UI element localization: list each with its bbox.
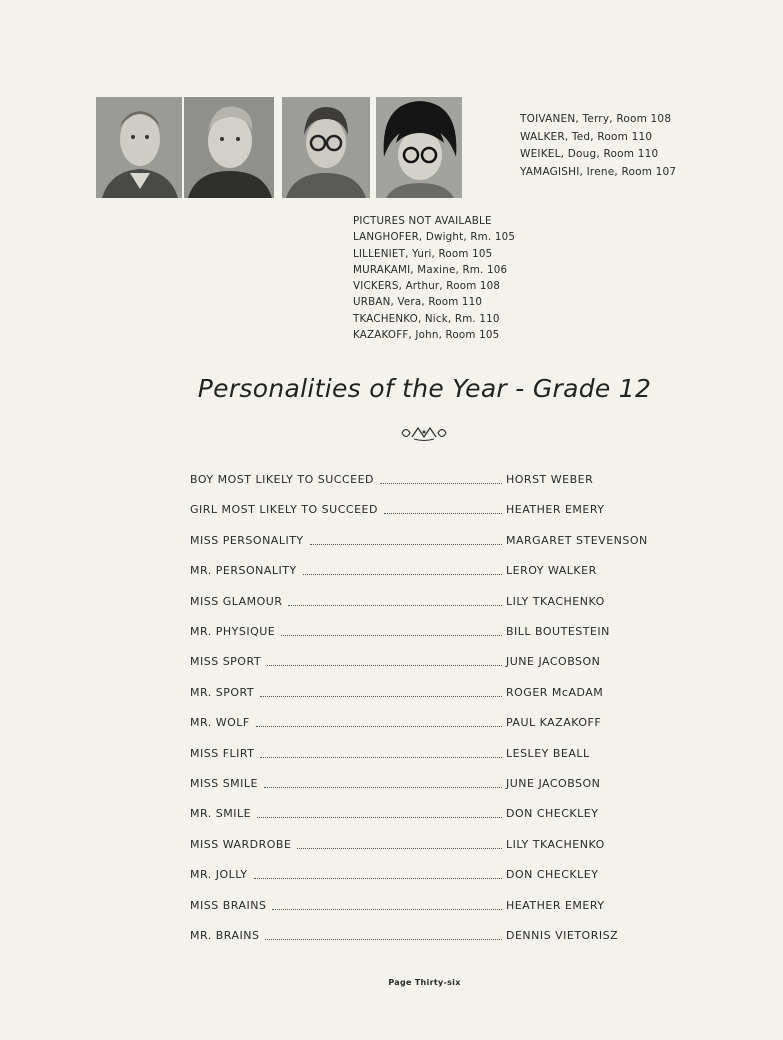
award-winner: PAUL KAZAKOFF bbox=[506, 716, 602, 730]
award-row bbox=[190, 838, 660, 854]
photo-name: WEIKEL, Doug, Room 110 bbox=[520, 148, 659, 160]
student-photo-3 bbox=[282, 97, 370, 198]
award-title: MISS GLAMOUR bbox=[190, 595, 286, 608]
dotted-leader bbox=[257, 817, 502, 818]
award-row bbox=[190, 747, 660, 763]
student-photo-4 bbox=[376, 97, 462, 198]
award-row bbox=[190, 625, 660, 641]
award-row bbox=[190, 899, 660, 915]
award-title: MISS FLIRT bbox=[190, 747, 258, 760]
award-row bbox=[190, 655, 660, 671]
dotted-leader bbox=[260, 757, 502, 758]
photo-name: TOIVANEN, Terry, Room 108 bbox=[520, 113, 672, 125]
dotted-leader bbox=[303, 574, 502, 575]
not-available-name: KAZAKOFF, John, Room 105 bbox=[353, 329, 500, 342]
not-available-name: MURAKAMI, Maxine, Rm. 106 bbox=[353, 263, 508, 276]
dotted-leader bbox=[256, 726, 502, 727]
award-row bbox=[190, 473, 660, 489]
award-winner: DON CHECKLEY bbox=[506, 807, 599, 821]
award-winner: JUNE JACOBSON bbox=[506, 655, 601, 669]
award-winner: HEATHER EMERY bbox=[506, 503, 605, 517]
dotted-leader bbox=[264, 787, 502, 788]
not-available-heading: PICTURES NOT AVAILABLE bbox=[353, 215, 492, 227]
award-title: BOY MOST LIKELY TO SUCCEED bbox=[190, 473, 378, 486]
award-title: MR. PERSONALITY bbox=[190, 564, 301, 577]
award-title: MISS WARDROBE bbox=[190, 838, 295, 851]
award-row bbox=[190, 716, 660, 732]
award-winner: DENNIS VIETORISZ bbox=[506, 929, 619, 942]
award-title: MR. PHYSIQUE bbox=[190, 625, 279, 638]
award-row bbox=[190, 595, 660, 611]
dotted-leader bbox=[297, 848, 502, 849]
award-winner: HEATHER EMERY bbox=[506, 898, 605, 912]
photo-name: YAMAGISHI, Irene, Room 107 bbox=[520, 165, 677, 178]
not-available-name: URBAN, Vera, Room 110 bbox=[353, 296, 483, 309]
award-winner: LESLEY BEALL bbox=[506, 746, 590, 760]
award-winner: LILY TKACHENKO bbox=[506, 837, 605, 851]
award-row bbox=[190, 686, 660, 702]
pictures-not-available bbox=[353, 213, 515, 343]
award-winner: LILY TKACHENKO bbox=[506, 594, 605, 608]
not-available-name: TKACHENKO, Nick, Rm. 110 bbox=[353, 312, 500, 325]
award-row bbox=[190, 868, 660, 884]
ornament-icon bbox=[398, 424, 450, 442]
dotted-leader bbox=[380, 483, 502, 484]
award-title: MR. WOLF bbox=[190, 716, 254, 729]
dotted-leader bbox=[310, 544, 502, 545]
student-photos bbox=[96, 97, 462, 198]
award-winner: HORST WEBER bbox=[506, 473, 594, 486]
dotted-leader bbox=[272, 909, 502, 910]
photo-names-list bbox=[520, 111, 676, 181]
award-row bbox=[190, 777, 660, 793]
award-title: MR. SMILE bbox=[190, 807, 255, 820]
not-available-name: LANGHOFER, Dwight, Rm. 105 bbox=[353, 231, 516, 244]
award-title: MISS SPORT bbox=[190, 655, 265, 668]
not-available-name: VICKERS, Arthur, Room 108 bbox=[353, 280, 501, 293]
award-title: MISS PERSONALITY bbox=[190, 534, 308, 547]
student-photo-1 bbox=[96, 97, 182, 198]
award-row bbox=[190, 503, 660, 519]
award-title: GIRL MOST LIKELY TO SUCCEED bbox=[190, 503, 382, 516]
page-number: Page Thirty-six bbox=[388, 978, 461, 987]
dotted-leader bbox=[281, 635, 502, 636]
award-title: MR. JOLLY bbox=[190, 868, 252, 881]
page-title: Personalities of the Year - Grade 12 bbox=[197, 374, 652, 403]
dotted-leader bbox=[288, 605, 502, 606]
award-winner: MARGARET STEVENSON bbox=[506, 533, 648, 547]
award-winner: ROGER McADAM bbox=[506, 685, 604, 699]
award-title: MR. BRAINS bbox=[190, 929, 263, 942]
photo-name: WALKER, Ted, Room 110 bbox=[520, 130, 653, 143]
award-winner: DON CHECKLEY bbox=[506, 868, 599, 882]
dotted-leader bbox=[260, 696, 502, 697]
award-winner: BILL BOUTESTEIN bbox=[506, 625, 610, 638]
dotted-leader bbox=[267, 665, 502, 666]
dotted-leader bbox=[384, 513, 502, 514]
award-winner: JUNE JACOBSON bbox=[506, 777, 601, 790]
award-title: MR. SPORT bbox=[190, 686, 258, 699]
student-photo-2 bbox=[184, 97, 274, 198]
award-row bbox=[190, 929, 660, 945]
not-available-name: LILLENIET, Yuri, Room 105 bbox=[353, 247, 493, 260]
award-winner: LEROY WALKER bbox=[506, 564, 597, 578]
award-title: MISS BRAINS bbox=[190, 899, 270, 912]
award-row bbox=[190, 534, 660, 550]
award-row bbox=[190, 564, 660, 580]
award-row bbox=[190, 807, 660, 823]
dotted-leader bbox=[265, 939, 502, 940]
award-title: MISS SMILE bbox=[190, 777, 262, 790]
dotted-leader bbox=[254, 878, 502, 879]
